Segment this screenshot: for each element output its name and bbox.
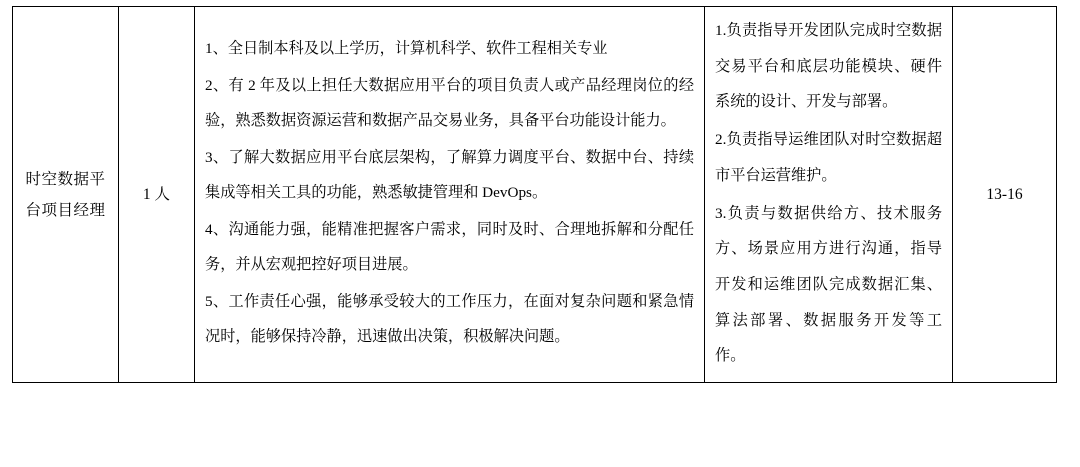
duties-list <box>715 13 942 374</box>
list-item: 2、有 2 年及以上担任大数据应用平台的项目负责人或产品经理岗位的经验，熟悉数据资源运营和数据产品交易业务，具备平台功能设计能力。 <box>205 77 694 130</box>
list-item: 3.负责与数据供给方、技术服务方、场景应用方进行沟通，指导开发和运维团队完成数据汇集、算法部署、数据服务开发等工作。 <box>715 204 942 365</box>
list-item: 4、沟通能力强，能精准把握客户需求，同时及时、合理地拆解和分配任务，并从宏观把控好项目进展。 <box>205 221 694 274</box>
headcount-cell: 1 人 <box>119 7 195 383</box>
job-requirements-table <box>12 6 1057 383</box>
position-title-cell: 时空数据平台项目经理 <box>13 7 119 383</box>
requirements-cell <box>195 7 705 383</box>
document-page <box>0 6 1080 467</box>
list-item: 2.负责指导运维团队对时空数据超市平台运营维护。 <box>715 131 942 184</box>
duties-cell <box>705 7 953 383</box>
requirements-list <box>205 32 694 355</box>
list-item: 5、工作责任心强，能够承受较大的工作压力，在面对复杂问题和紧急情况时，能够保持冷静，迅速做出决策，积极解决问题。 <box>205 292 694 345</box>
salary-cell: 13-16 <box>953 7 1057 383</box>
list-item: 3、了解大数据应用平台底层架构，了解算力调度平台、数据中台、持续集成等相关工具的功能，熟悉敏捷管理和 DevOps。 <box>205 149 694 202</box>
list-item: 1.负责指导开发团队完成时空数据交易平台和底层功能模块、硬件系统的设计、开发与部署。 <box>715 22 942 111</box>
table-row <box>13 7 1057 383</box>
list-item: 1、全日制本科及以上学历，计算机科学、软件工程相关专业 <box>205 40 608 58</box>
